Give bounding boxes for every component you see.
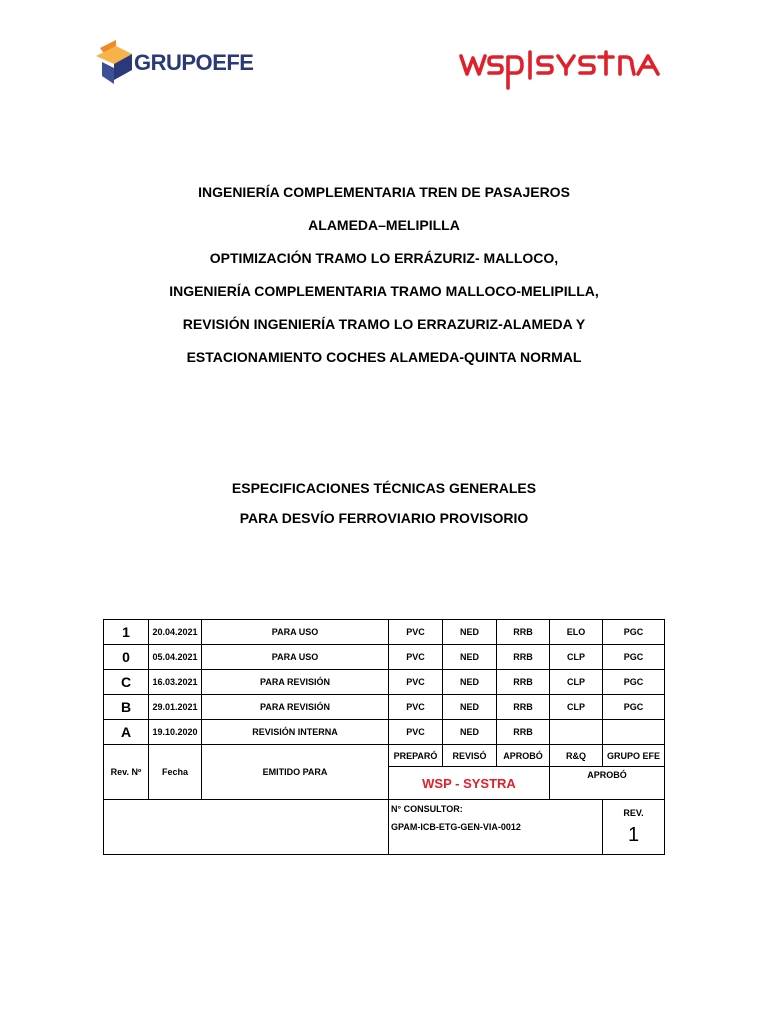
approved-cell: RRB (497, 645, 550, 670)
reviewed-header: REVISÓ (443, 745, 497, 767)
rq-header: R&Q (550, 745, 603, 767)
rev-cell: B (104, 695, 149, 720)
wsp-systra-header: WSP - SYSTRA (389, 767, 550, 800)
grupo-efe-cell (603, 720, 665, 745)
purpose-cell: REVISIÓN INTERNA (202, 720, 389, 745)
revision-row (104, 695, 665, 720)
prepared-cell: PVC (389, 720, 443, 745)
title-line-5: REVISIÓN INGENIERÍA TRAMO LO ERRAZURIZ-ALAMEDA Y (182, 316, 586, 332)
rq-cell: ELO (550, 620, 603, 645)
reviewed-cell: NED (443, 695, 497, 720)
grupo-efe-cell: PGC (603, 645, 665, 670)
prepared-cell: PVC (389, 620, 443, 645)
consultor-label: N° CONSULTOR: (391, 804, 463, 814)
approved-cell: RRB (497, 620, 550, 645)
spec-line-2: PARA DESVÍO FERROVIARIO PROVISORIO (239, 510, 529, 526)
purpose-cell: PARA USO (202, 645, 389, 670)
rev-number-value: 1 (627, 824, 640, 846)
rev-cell: C (104, 670, 149, 695)
client-approved-header: APROBÓ (550, 767, 665, 800)
grupo-efe-logo-mark-icon (96, 40, 132, 84)
title-line-3: OPTIMIZACIÓN TRAMO LO ERRÁZURIZ- MALLOCO, (209, 250, 559, 266)
rev-number-label: REV. (623, 808, 644, 818)
date-cell: 16.03.2021 (149, 670, 202, 695)
revision-row (104, 645, 665, 670)
approved-cell: RRB (497, 670, 550, 695)
consultor-cell (389, 800, 603, 855)
grupo-efe-cell: PGC (603, 695, 665, 720)
title-line-2: ALAMEDA–MELIPILLA (308, 217, 460, 233)
purpose-cell: PARA REVISIÓN (202, 670, 389, 695)
rev-cell: 0 (104, 645, 149, 670)
grupo-efe-logo (96, 40, 256, 84)
revision-row (104, 620, 665, 645)
consultor-code: GPAM-ICB-ETG-GEN-VIA-0012 (391, 822, 521, 832)
prepared-cell: PVC (389, 645, 443, 670)
issued-for-header: EMITIDO PARA (202, 745, 389, 800)
rq-cell: CLP (550, 695, 603, 720)
project-title (0, 180, 768, 378)
date-cell: 19.10.2020 (149, 720, 202, 745)
rev-cell: A (104, 720, 149, 745)
rev-number-cell (603, 800, 665, 855)
title-line-4: INGENIERÍA COMPLEMENTARIA TRAMO MALLOCO-MELIPILLA, (169, 283, 599, 299)
revision-table (103, 619, 665, 855)
grupo-efe-logo-text: GRUPOEFE (134, 50, 254, 75)
rev-cell: 1 (104, 620, 149, 645)
purpose-cell: PARA USO (202, 620, 389, 645)
reviewed-cell: NED (443, 620, 497, 645)
grupo-efe-header: GRUPO EFE (603, 745, 665, 767)
prepared-cell: PVC (389, 695, 443, 720)
grupo-efe-cell: PGC (603, 670, 665, 695)
date-header: Fecha (149, 745, 202, 800)
title-line-1: INGENIERÍA COMPLEMENTARIA TREN DE PASAJEROS (198, 184, 570, 200)
document-title (0, 478, 768, 538)
title-line-6: ESTACIONAMIENTO COCHES ALAMEDA-QUINTA NORMAL (186, 349, 582, 365)
reviewed-cell: NED (443, 645, 497, 670)
date-cell: 20.04.2021 (149, 620, 202, 645)
rev-header: Rev. Nº (104, 745, 149, 800)
signature-header-row (104, 745, 665, 767)
date-cell: 29.01.2021 (149, 695, 202, 720)
blank-cell (104, 800, 389, 855)
consultor-row (104, 800, 665, 855)
prepared-cell: PVC (389, 670, 443, 695)
date-cell: 05.04.2021 (149, 645, 202, 670)
reviewed-cell: NED (443, 720, 497, 745)
purpose-cell: PARA REVISIÓN (202, 695, 389, 720)
wsp-systra-logo (458, 44, 670, 94)
grupo-efe-cell: PGC (603, 620, 665, 645)
rq-cell: CLP (550, 645, 603, 670)
approved-cell: RRB (497, 720, 550, 745)
approved-header: APROBÓ (497, 745, 550, 767)
spec-line-1: ESPECIFICACIONES TÉCNICAS GENERALES (231, 480, 537, 496)
revision-row (104, 720, 665, 745)
reviewed-cell: NED (443, 670, 497, 695)
revision-row (104, 670, 665, 695)
prepared-header: PREPARÓ (389, 745, 443, 767)
rq-cell: CLP (550, 670, 603, 695)
rq-cell (550, 720, 603, 745)
approved-cell: RRB (497, 695, 550, 720)
